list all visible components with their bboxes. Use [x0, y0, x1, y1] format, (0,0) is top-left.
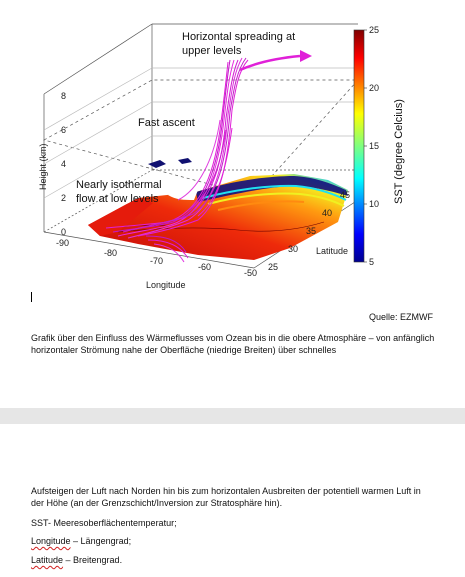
arrow-head-icon — [300, 50, 312, 62]
colorbar-tick: 5 — [369, 257, 375, 267]
latitude-tick: 25 — [268, 262, 279, 272]
height-tick: 8 — [60, 91, 66, 101]
colorbar — [354, 30, 364, 262]
latitude-tick: 30 — [288, 244, 299, 254]
latitude-tick: 40 — [322, 208, 333, 218]
longitude-tick: -80 — [104, 248, 118, 258]
annotation-spreading-1: Horizontal spreading at — [182, 31, 296, 43]
height-tick: 6 — [60, 125, 66, 135]
annotation-isothermal-2: flow at low levels — [76, 193, 159, 205]
height-axis-label: Height (km) — [38, 143, 48, 190]
longitude-tick: -90 — [56, 238, 70, 248]
height-tick: 0 — [60, 227, 66, 237]
figure-caption: Grafik über den Einfluss des Wärmeflusses vom Ozean bis in die obere Atmosphäre – von anfänglich horizontaler Strömung nahe der Oberfläche (niedrige Breiten) über schnelles — [31, 333, 435, 355]
colorbar-label: SST (degree Celcius) — [393, 99, 405, 204]
term-longitude: Longitude — [31, 536, 71, 546]
definition-latitude — [31, 555, 436, 567]
colorbar-tick: 25 — [369, 25, 380, 35]
annotation-spreading-2: upper levels — [182, 45, 242, 57]
figure-canvas — [28, 0, 444, 300]
longitude-axis-label: Longitude — [146, 280, 186, 290]
colorbar-tick: 20 — [369, 83, 380, 93]
longitude-tick: -70 — [150, 256, 164, 266]
annotation-isothermal-1: Nearly isothermal — [76, 179, 162, 191]
source-credit: Quelle: EZMWF — [368, 312, 433, 322]
annotation-fast-ascent: Fast ascent — [138, 117, 195, 129]
definition-sst: SST- Meeresoberflächentemperatur; — [31, 518, 177, 528]
definition-longitude — [31, 536, 436, 548]
definition-longitude-text: – Längengrad; — [70, 536, 132, 546]
latitude-axis-label: Latitude — [316, 246, 349, 256]
longitude-tick: -50 — [244, 268, 258, 278]
definition-latitude-text: – Breitengrad. — [63, 555, 123, 565]
term-latitude: Latitude — [31, 555, 64, 565]
colorbar-tick: 15 — [369, 141, 380, 151]
latitude-tick: 35 — [306, 226, 317, 236]
height-tick: 2 — [60, 193, 66, 203]
longitude-tick: -60 — [198, 262, 212, 272]
caption-continuation: Aufsteigen der Luft nach Norden hin bis zum horizontalen Ausbreiten der potentiell warmen Luft in der Höhe (an der Grenzschicht/Inversion zur Stratosphäre hin). — [31, 486, 421, 508]
sst-3d-figure — [28, 0, 444, 300]
text-cursor — [31, 292, 32, 302]
page-break — [0, 408, 465, 424]
height-tick: 4 — [60, 159, 66, 169]
colorbar-tick: 10 — [369, 199, 380, 209]
latitude-tick: 45 — [340, 190, 351, 200]
